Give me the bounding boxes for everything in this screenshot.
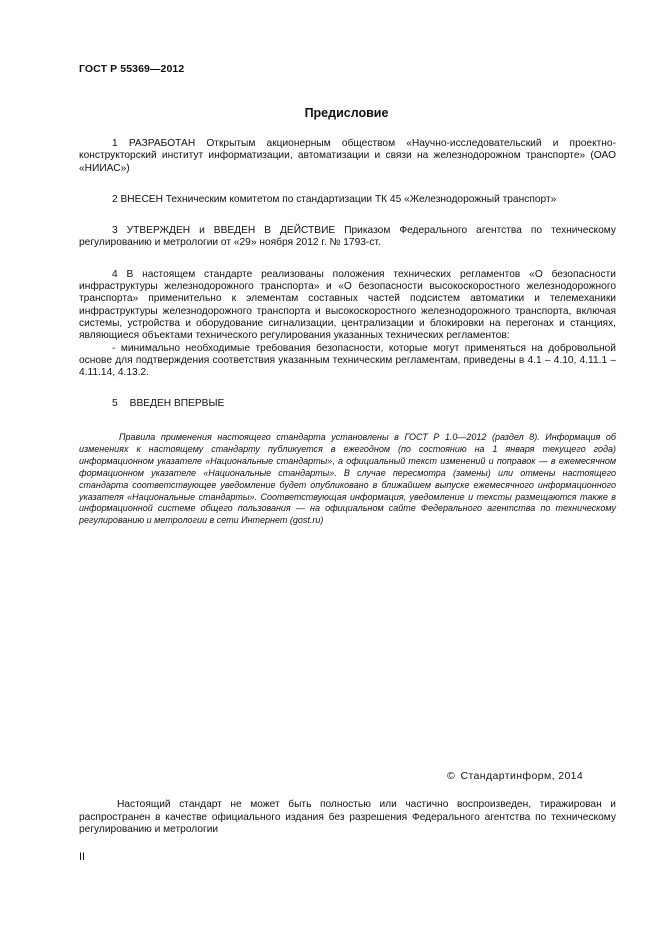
document-code: ГОСТ Р 55369—2012 — [79, 63, 185, 75]
foreword-item-2 — [79, 194, 616, 206]
foreword-item-1 — [79, 138, 616, 175]
foreword-item-4-text: 4 В настоящем стандарте реализованы положения технических регламентов «О безопасности инфраструктуры железнодорожного транспорта» и «О безопасности высокоскоростного железнодорожного транспорта» применительно к элементам составных частей подсистем автоматики и телемеханики инфраструктуры железнодорожного транспорта и высокоскоростного железнодорожного транспорта, включая системы, устройства и оборудование сигнализации, централизации и блокировки на перегонах и станциях, являющиеся объектами технического регулирования указанных технических регламентов: — [79, 268, 616, 342]
copyright-text: Стандартинформ, 2014 — [460, 770, 584, 782]
foreword-item-5 — [79, 398, 616, 410]
copyright-icon: © — [447, 770, 456, 782]
page-title: Предисловие — [304, 106, 389, 120]
foreword-item-4 — [79, 269, 616, 380]
copyright-line — [447, 770, 583, 782]
legal-notice: Настоящий стандарт не может быть полностью или частично воспроизведен, тиражирован и распространен в качестве официального издания без разрешения Федерального агентства по техническому регулированию и метрологии — [79, 799, 616, 835]
foreword-item-4-subitem: - минимально необходимые требования безопасности, которые могут применяться на добровольной основе для подтверждения соответствия указанным техническим регламентам, приведены в 4.1 – 4.10, 4.11.1 – 4.11.14, 4.13.2. — [79, 342, 616, 379]
foreword-item-5-number: 5 — [112, 398, 118, 410]
foreword-items — [79, 138, 616, 430]
foreword-item-5-text: ВВЕДЕН ВПЕРВЫЕ — [129, 398, 225, 410]
foreword-item-2-text: 2 ВНЕСЕН Техническим комитетом по стандартизации ТК 45 «Железнодорожный транспорт» — [112, 193, 557, 205]
page-number: II — [79, 851, 86, 863]
foreword-item-3 — [79, 225, 616, 250]
application-rules-note: Правила применения настоящего стандарта установлены в ГОСТ Р 1.0—2012 (раздел 8). Информация об изменениях к настоящему стандарту публикуется в ежегодном (по состоянию на 1 января текущего года) информационном указателе «Национальные стандарты», а официальный текст изменений и поправок — в ежемесячном формационном указателе «Национальные стандарты». В случае пересмотра (замены) или отмены настоящего стандарта соответствующее уведомление будет опубликовано в ближайшем выпуске ежемесячного информационного указателя «Национальные стандарты». Соответствующая информация, уведомление и тексты размещаются также в информационной системе общего пользования — на официальном сайте Федерального агентства по техническому регулированию и метрологии в сети Интернет (gost.ru) — [79, 432, 616, 526]
foreword-item-1-text: 1 РАЗРАБОТАН Открытым акционерным обществом «Научно-исследовательский и проектно-конструкторский институт информатизации, автоматизации и связи на железнодорожном транспорте» (ОАО «НИИАС») — [79, 138, 616, 174]
foreword-item-3-text: 3 УТВЕРЖДЕН и ВВЕДЕН В ДЕЙСТВИЕ Приказом Федерального агентства по техническому регулированию и метрологии от «29» ноября 2012 г. № 1793-ст. — [79, 225, 616, 249]
